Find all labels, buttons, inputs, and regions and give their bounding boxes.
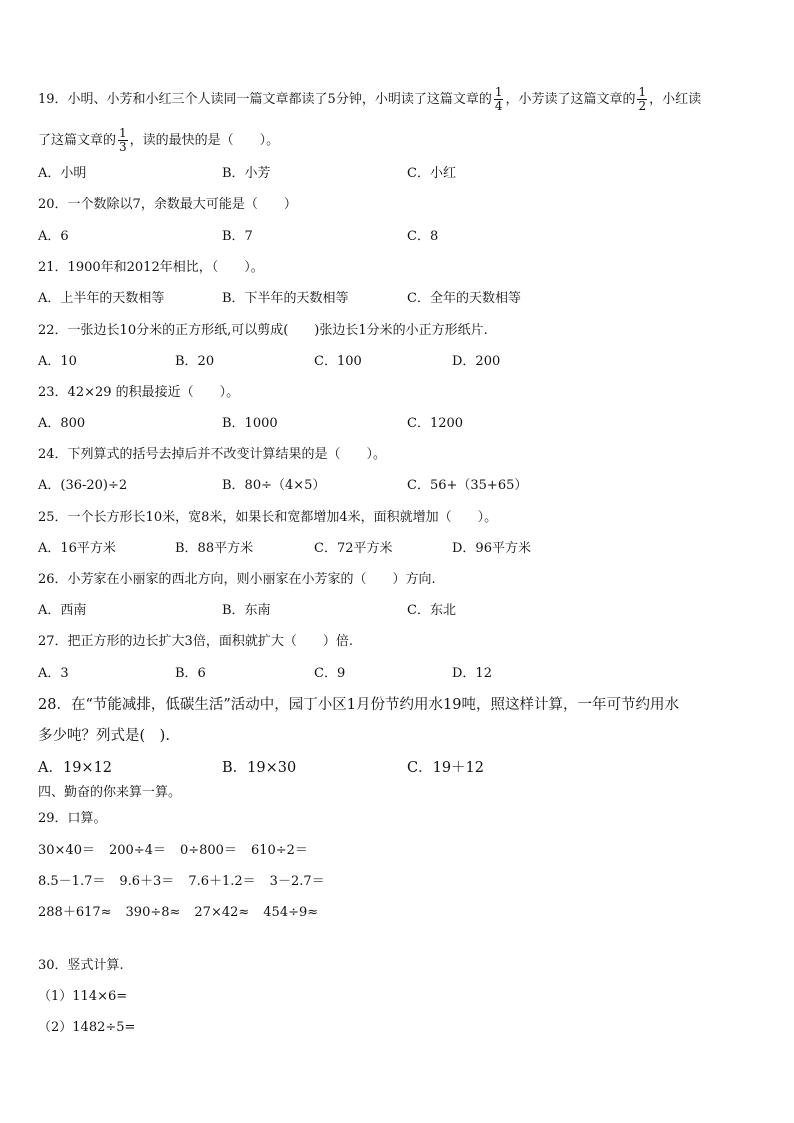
question-27: 27．把正方形的边长扩大3倍，面积就扩大（ ）倍.: [38, 634, 353, 649]
question-25: 25．一个长方形长10米，宽8米，如果长和宽都增加4米，面积就增加（ ）。: [38, 510, 498, 525]
q20-option-c[interactable]: C．8: [407, 229, 439, 244]
oral-item: 610÷2＝: [250, 843, 308, 858]
question-28-line1: 28．在“节能减排，低碳生活”活动中，园丁小区1月份节约用水19吨，照这样计算，一年可节约用水: [38, 697, 679, 713]
question-26: 26．小芳家在小丽家的西北方向，则小丽家在小芳家的（ ）方向.: [38, 572, 436, 587]
question-28-line2: 多少吨？列式是( ).: [38, 728, 170, 744]
question-20: 20．一个数除以7，余数最大可能是（ ）: [38, 197, 297, 212]
oral-item: 288＋617≈: [38, 905, 112, 920]
q26-option-b[interactable]: B．东南: [222, 603, 271, 618]
q20-option-b[interactable]: B．7: [222, 229, 253, 244]
q22-option-c[interactable]: C．100: [314, 354, 362, 369]
q30-item-2: （2）1482÷5=: [38, 1020, 136, 1035]
fraction-one-quarter: $\frac{1}{4}$: [494, 85, 503, 113]
q23-option-b[interactable]: B．1000: [222, 416, 278, 431]
oral-item: 27×42≈: [194, 905, 250, 920]
q19-option-c[interactable]: C．小红: [407, 166, 456, 181]
question-29-title: 29．口算。: [38, 811, 107, 826]
q19-text-a: 19．小明、小芳和小红三个人读同一篇文章都读了5分钟，小明读了这篇文章的: [38, 92, 492, 107]
q27-option-d[interactable]: D．12: [452, 666, 492, 681]
section-4-title: 四、勤奋的你来算一算。: [38, 785, 182, 800]
oral-item: 454÷9≈: [263, 905, 319, 920]
oral-item: 0÷800＝: [179, 843, 237, 858]
question-22: 22．一张边长10分米的正方形纸,可以剪成( )张边长1分米的小正方形纸片.: [38, 323, 488, 338]
q30-item-1: （1）114×6=: [38, 989, 128, 1004]
oral-item: 8.5－1.7＝: [38, 874, 106, 889]
oral-item: 9.6＋3＝: [119, 874, 175, 889]
oral-item: 200÷4＝: [108, 843, 166, 858]
fraction-one-half: $\frac{1}{2}$: [638, 85, 647, 113]
q19-option-b[interactable]: B．小芳: [222, 166, 271, 181]
question-21: 21．1900年和2012年相比，（ ）。: [38, 260, 264, 275]
q25-option-c[interactable]: C．72平方米: [314, 541, 393, 556]
q19-text-b: ，小芳读了这篇文章的: [505, 92, 636, 107]
question-23: 23．42×29 的积最接近（ ）。: [38, 385, 240, 400]
q23-option-c[interactable]: C．1200: [407, 416, 464, 431]
q26-option-a[interactable]: A．西南: [38, 603, 87, 618]
oral-row-1: [38, 841, 322, 861]
q27-option-c[interactable]: C．9: [314, 666, 346, 681]
q23-option-a[interactable]: A．800: [38, 416, 86, 431]
q21-option-b[interactable]: B．下半年的天数相等: [222, 291, 349, 306]
q28-option-a[interactable]: A．19×12: [38, 760, 113, 776]
q26-option-c[interactable]: C．东北: [407, 603, 456, 618]
oral-item: 7.6＋1.2＝: [188, 874, 256, 889]
q28-option-b[interactable]: B．19×30: [222, 760, 297, 776]
q24-option-a[interactable]: A．(36-20)÷2: [38, 478, 128, 493]
q21-option-c[interactable]: C．全年的天数相等: [407, 291, 521, 306]
question-19-line2: [38, 127, 279, 154]
q25-option-b[interactable]: B．88平方米: [175, 541, 254, 556]
question-30-title: 30．竖式计算.: [38, 958, 124, 973]
oral-item: 3－2.7＝: [269, 874, 325, 889]
q25-option-a[interactable]: A．16平方米: [38, 541, 116, 556]
q19-text-d: 了这篇文章的: [38, 133, 117, 148]
q22-option-a[interactable]: A．10: [38, 354, 77, 369]
q22-option-b[interactable]: B．20: [175, 354, 215, 369]
q28-option-c[interactable]: C．19＋12: [407, 760, 484, 776]
oral-row-2: [38, 872, 339, 892]
q24-option-b[interactable]: B．80÷（4×5）: [222, 478, 326, 493]
q19-text-e: ，读的最快的是（ ）。: [129, 133, 280, 148]
oral-item: 390÷8≈: [125, 905, 181, 920]
q25-option-d[interactable]: D．96平方米: [452, 541, 531, 556]
q24-option-c[interactable]: C．56+（35+65）: [407, 478, 528, 493]
q22-option-d[interactable]: D．200: [452, 354, 501, 369]
oral-row-3: [38, 903, 332, 923]
q27-option-b[interactable]: B．6: [175, 666, 206, 681]
question-24: 24．下列算式的括号去掉后并不改变计算结果的是（ ）。: [38, 447, 387, 462]
q19-option-a[interactable]: A．小明: [38, 166, 87, 181]
q27-option-a[interactable]: A．3: [38, 666, 69, 681]
q20-option-a[interactable]: A．6: [38, 229, 69, 244]
q19-text-c: ，小红读: [649, 92, 702, 107]
q21-option-a[interactable]: A．上半年的天数相等: [38, 291, 165, 306]
oral-item: 30×40＝: [38, 843, 95, 858]
fraction-one-third: $\frac{1}{3}$: [119, 126, 127, 154]
question-19-line1: [38, 86, 701, 113]
